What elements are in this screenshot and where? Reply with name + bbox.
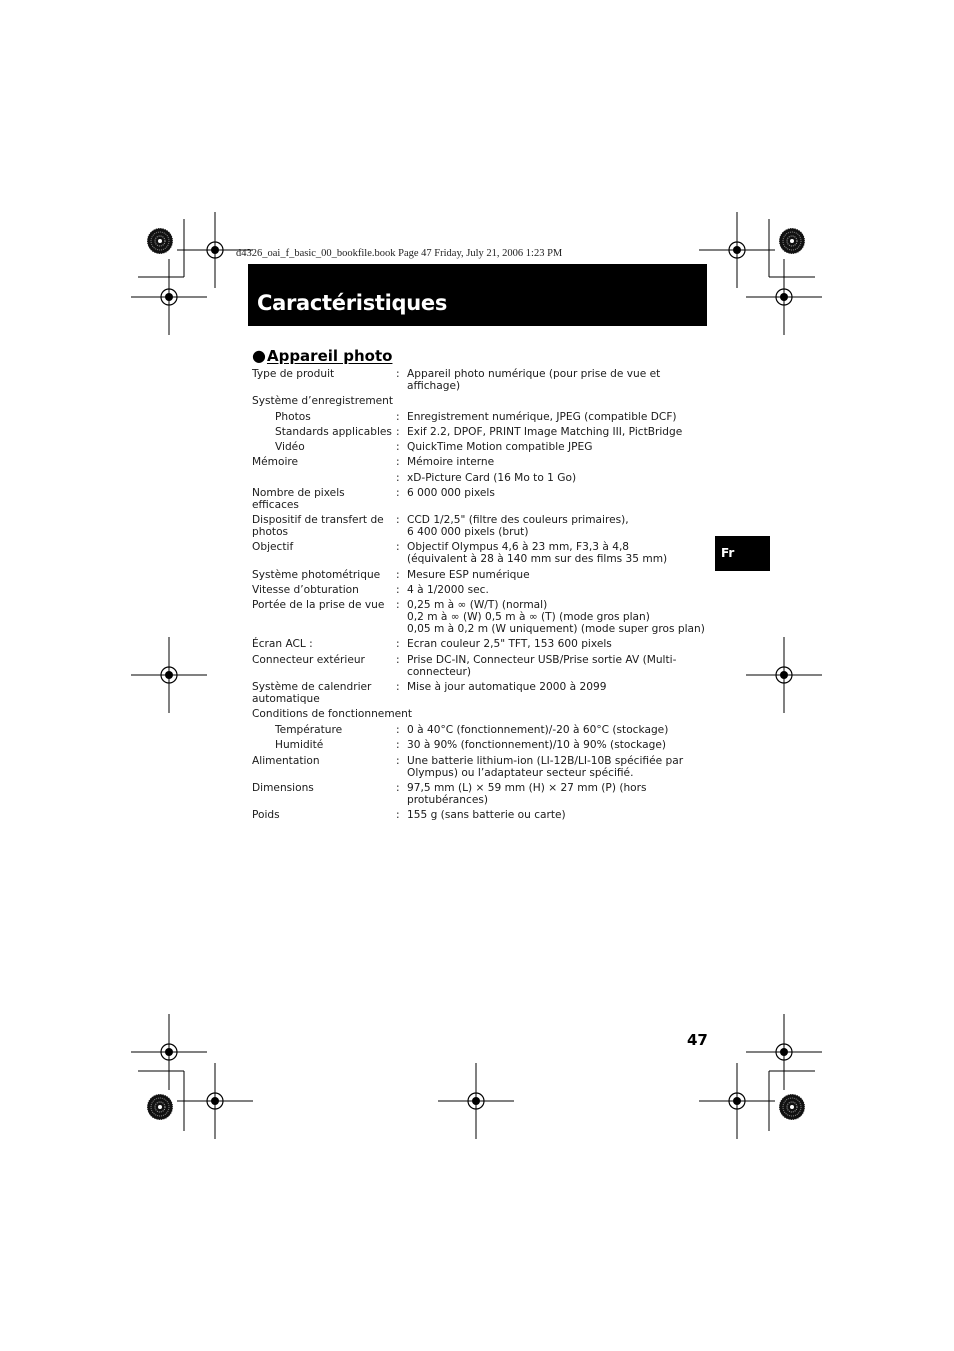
spec-row — [252, 456, 707, 472]
spec-separator: : — [396, 514, 400, 526]
spec-label: Standards applicables — [275, 426, 392, 438]
spec-label: Alimentation — [252, 755, 320, 767]
spec-row — [252, 368, 707, 395]
spec-row — [252, 809, 707, 824]
crosshair-mark — [177, 1063, 253, 1139]
spec-label: Conditions de fonctionnement — [252, 708, 413, 720]
spec-label: Objectif — [252, 541, 294, 553]
spec-label: Vitesse d’obturation — [252, 584, 359, 596]
spec-separator: : — [396, 809, 400, 821]
spec-row — [252, 755, 707, 782]
starburst-mark — [147, 228, 173, 254]
spec-label: Vidéo — [275, 441, 305, 453]
spec-value: CCD 1/2,5" (filtre des couleurs primaires), 6 400 000 pixels (brut) — [407, 514, 629, 538]
spec-row — [252, 514, 707, 541]
crosshair-mark — [746, 637, 822, 713]
spec-row — [252, 724, 707, 739]
section-heading-text: Appareil photo — [266, 347, 393, 365]
spec-row — [252, 487, 707, 514]
bullet-icon: ● — [252, 346, 266, 365]
spec-value: 6 000 000 pixels — [407, 487, 495, 499]
spec-label: Type de produit — [252, 368, 335, 380]
spec-separator: : — [396, 487, 400, 499]
spec-value: Appareil photo numérique (pour prise de vue et affichage) — [407, 368, 661, 392]
spec-label: Mémoire — [252, 456, 299, 468]
spec-row — [252, 599, 707, 638]
crosshair-mark — [746, 1014, 822, 1090]
spec-label: Humidité — [275, 739, 324, 751]
spec-label: Connecteur extérieur — [252, 654, 365, 666]
spec-label: Poids — [252, 809, 280, 821]
spec-row — [252, 708, 707, 724]
title-bar — [248, 264, 707, 326]
spec-separator: : — [396, 368, 400, 380]
spec-row — [252, 569, 707, 584]
crosshair-mark — [131, 637, 207, 713]
spec-separator: : — [396, 411, 400, 423]
spec-row — [252, 782, 707, 809]
spec-row — [252, 441, 707, 456]
spec-separator: : — [396, 755, 400, 767]
spec-value: Mesure ESP numérique — [407, 569, 530, 581]
spec-separator: : — [396, 456, 400, 468]
print-header: d4326_oai_f_basic_00_bookfile.book Page 47 Friday, July 21, 2006 1:23 PM — [236, 248, 563, 259]
language-tab — [715, 536, 770, 571]
spec-value: 4 à 1/2000 sec. — [407, 584, 489, 596]
spec-separator: : — [396, 541, 400, 553]
spec-row — [252, 472, 707, 487]
crosshair-mark — [699, 1063, 775, 1139]
crosshair-mark — [746, 259, 822, 335]
spec-label: Système de calendrier automatique — [252, 681, 372, 705]
spec-label: Dimensions — [252, 782, 314, 794]
spec-separator: : — [396, 782, 400, 794]
page-number: 47 — [687, 1031, 708, 1049]
spec-separator: : — [396, 654, 400, 666]
spec-label: Nombre de pixels efficaces — [252, 487, 345, 511]
section-heading — [252, 346, 392, 365]
spec-value: Prise DC-IN, Connecteur USB/Prise sortie AV (Multi- connecteur) — [407, 654, 677, 678]
crosshair-mark — [438, 1063, 514, 1139]
crosshair-mark — [131, 259, 207, 335]
spec-value: Exif 2.2, DPOF, PRINT Image Matching III, PictBridge — [407, 426, 683, 438]
spec-value: 155 g (sans batterie ou carte) — [407, 809, 566, 821]
spec-label: Système d’enregistrement — [252, 395, 394, 407]
spec-value: 0 à 40°C (fonctionnement)/-20 à 60°C (stockage) — [407, 724, 669, 736]
spec-label: Écran ACL : — [252, 638, 313, 650]
spec-label: Température — [275, 724, 343, 736]
spec-label: Dispositif de transfert de photos — [252, 514, 384, 538]
spec-label: Photos — [275, 411, 311, 423]
spec-row — [252, 395, 707, 411]
spec-row — [252, 739, 707, 755]
crosshair-mark — [699, 212, 775, 288]
spec-row — [252, 681, 707, 708]
spec-separator: : — [396, 472, 400, 484]
starburst-mark — [147, 1094, 173, 1120]
spec-value: Ecran couleur 2,5" TFT, 153 600 pixels — [407, 638, 612, 650]
spec-separator: : — [396, 569, 400, 581]
spec-separator: : — [396, 426, 400, 438]
spec-row — [252, 584, 707, 599]
spec-value: 0,25 m à ∞ (W/T) (normal) 0,2 m à ∞ (W) 0,5 m à ∞ (T) (mode gros plan) 0,05 m à 0,2 m (W uniquement) (mode super gros plan) — [407, 599, 705, 635]
spec-row — [252, 638, 707, 654]
spec-value: 30 à 90% (fonctionnement)/10 à 90% (stockage) — [407, 739, 666, 751]
spec-value: xD-Picture Card (16 Mo to 1 Go) — [407, 472, 577, 484]
spec-value: Mémoire interne — [407, 456, 495, 468]
spec-separator: : — [396, 599, 400, 611]
crosshair-mark — [131, 1014, 207, 1090]
language-tab-label: Fr — [721, 546, 735, 560]
spec-separator: : — [396, 441, 400, 453]
spec-row — [252, 654, 707, 681]
spec-row — [252, 541, 707, 569]
spec-separator: : — [396, 681, 400, 693]
spec-separator: : — [396, 724, 400, 736]
starburst-mark — [779, 1094, 805, 1120]
spec-row — [252, 411, 707, 426]
starburst-mark — [779, 228, 805, 254]
spec-label: Système photométrique — [252, 569, 381, 581]
spec-separator: : — [396, 584, 400, 596]
spec-value: 97,5 mm (L) × 59 mm (H) × 27 mm (P) (hors protubérances) — [407, 782, 647, 806]
spec-value: Enregistrement numérique, JPEG (compatible DCF) — [407, 411, 677, 423]
page-title: Caractéristiques — [257, 291, 448, 315]
spec-value: QuickTime Motion compatible JPEG — [407, 441, 593, 453]
spec-row — [252, 426, 707, 441]
spec-separator: : — [396, 638, 400, 650]
spec-separator: : — [396, 739, 400, 751]
spec-value: Une batterie lithium-ion (LI-12B/LI-10B spécifiée par Olympus) ou l’adaptateur secteur spécifié. — [407, 755, 684, 779]
spec-value: Mise à jour automatique 2000 à 2099 — [407, 681, 607, 693]
spec-label: Portée de la prise de vue — [252, 599, 385, 611]
spec-value: Objectif Olympus 4,6 à 23 mm, F3,3 à 4,8 (équivalent à 28 à 140 mm sur des films 35 mm) — [407, 541, 668, 565]
specifications-table — [252, 368, 707, 824]
